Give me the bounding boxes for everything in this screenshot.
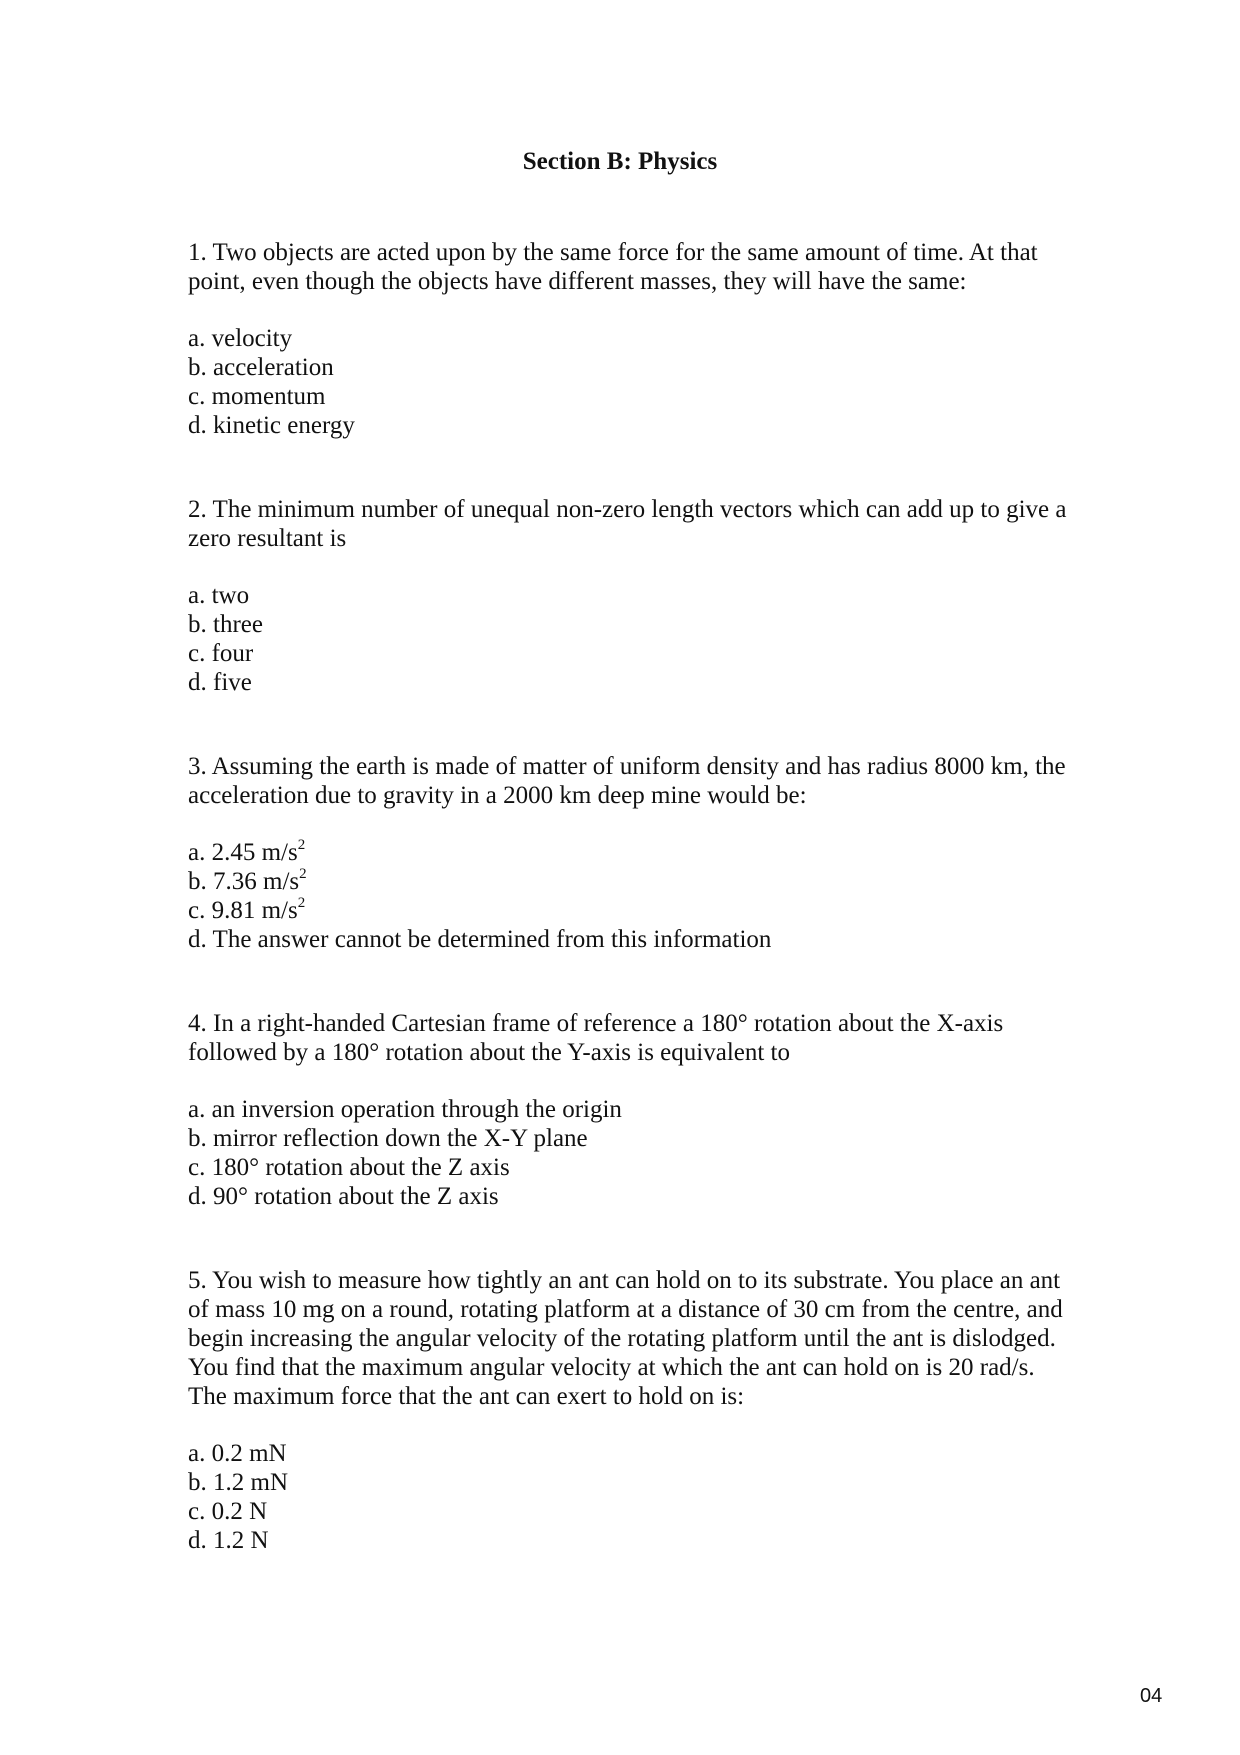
option-d: d. The answer cannot be determined from this information — [188, 926, 772, 953]
options-list — [188, 581, 1068, 697]
question-1 — [188, 238, 1068, 440]
option-c: c. 0.2 N — [188, 1498, 268, 1525]
option-c: c. 180° rotation about the Z axis — [188, 1154, 510, 1181]
option-a: a. velocity — [188, 325, 293, 352]
option-c: c. four — [188, 640, 254, 667]
option-a: a. an inversion operation through the origin — [188, 1096, 622, 1123]
question-stem: 4. In a right-handed Cartesian frame of reference a 180° rotation about the X-axis followed by a 180° rotation about the Y-axis is equivalent to — [188, 1010, 1004, 1066]
option-a: a. 0.2 mN — [188, 1440, 287, 1467]
option-c: c. momentum — [188, 383, 326, 410]
options-list — [188, 1439, 1068, 1555]
question-stem: 1. Two objects are acted upon by the same force for the same amount of time. At that point, even though the objects have different masses, they will have the same: — [188, 239, 1038, 295]
question-4 — [188, 1009, 1068, 1211]
question-3 — [188, 752, 1068, 954]
question-5 — [188, 1266, 1068, 1555]
option-d: d. five — [188, 669, 252, 696]
options-list — [188, 1095, 1068, 1211]
option-b: b. 1.2 mN — [188, 1469, 288, 1496]
question-stem: 5. You wish to measure how tightly an ant can hold on to its substrate. You place an ant of mass 10 mg on a round, rotating platform at a distance of 30 cm from the centre, and begin increasing the angular velocity of the rotating platform until the ant is dislodged. You find that the maximum angular velocity at which the ant can hold on is 20 rad/s. The maximum force that the ant can exert to hold on is: — [188, 1267, 1063, 1410]
options-list — [188, 838, 1068, 954]
question-stem: 3. Assuming the earth is made of matter of uniform density and has radius 8000 km, the acceleration due to gravity in a 2000 km deep mine would be: — [188, 753, 1066, 809]
option-c: c. 9.81 $m/s^2$ — [188, 895, 306, 924]
option-b: b. acceleration — [188, 354, 334, 381]
option-a: a. two — [188, 582, 250, 609]
option-b: b. 7.36 $m/s^2$ — [188, 866, 307, 895]
section-title: Section B: Physics — [522, 148, 718, 175]
option-a: a. 2.45 $m/s^2$ — [188, 837, 306, 866]
option-b: b. mirror reflection down the X-Y plane — [188, 1125, 588, 1152]
option-d: d. 1.2 N — [188, 1527, 269, 1554]
option-b: b. three — [188, 611, 263, 638]
exponent: 2 — [297, 837, 306, 853]
option-d: d. kinetic energy — [188, 412, 355, 439]
option-d: d. 90° rotation about the Z axis — [188, 1183, 499, 1210]
options-list — [188, 324, 1068, 440]
exponent: 2 — [299, 866, 307, 882]
question-2 — [188, 495, 1068, 697]
page-number: 04 — [1140, 1685, 1163, 1707]
exponent: 2 — [297, 895, 306, 911]
question-stem: 2. The minimum number of unequal non-zero length vectors which can add up to give a zero resultant is — [188, 496, 1067, 552]
